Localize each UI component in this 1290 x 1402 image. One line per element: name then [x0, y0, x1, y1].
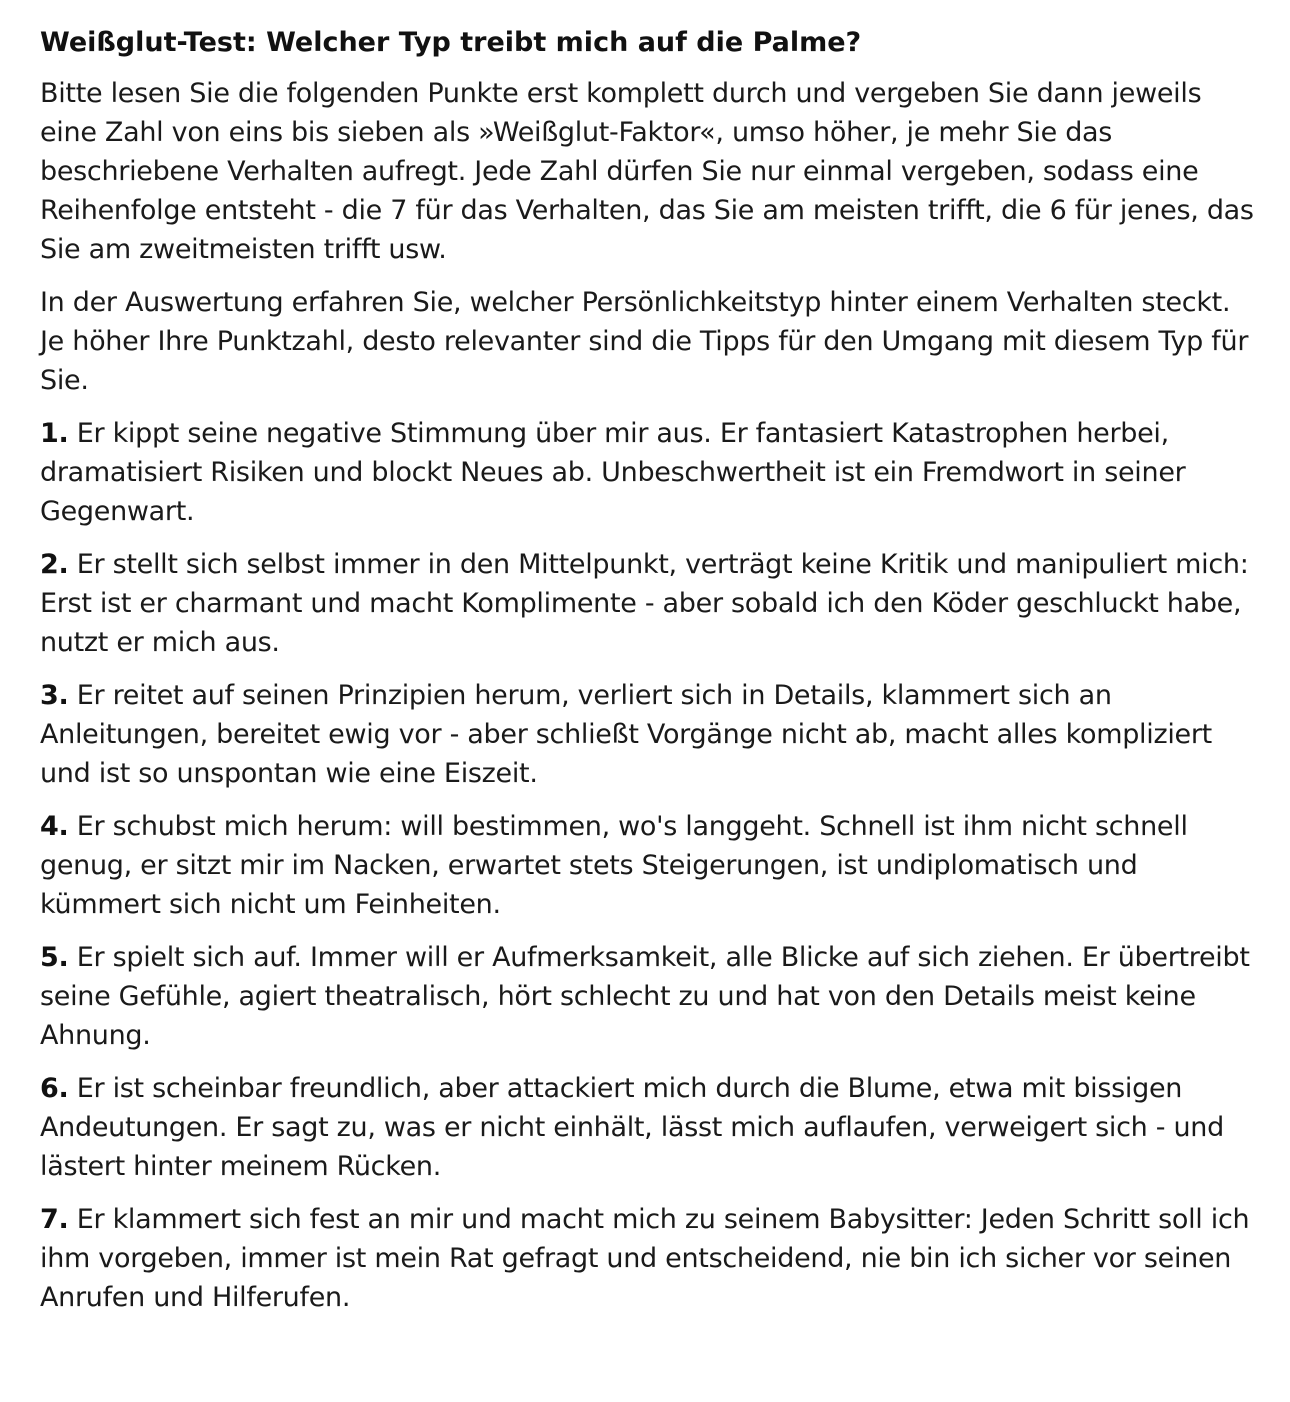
list-item: [40, 807, 1255, 924]
intro-paragraph-instructions: Bitte lesen Sie die folgenden Punkte erst komplett durch und vergeben Sie dann jeweils eine Zahl von eins bis sieben als »Weißglut-Faktor«, umso höher, je mehr Sie das beschriebene Verhalten aufregt. Jede Zahl dürfen Sie nur einmal vergeben, sodass eine Reihenfolge entsteht - die 7 für das Verhalten, das Sie am meisten trifft, die 6 für jenes, das Sie am zweitmeisten trifft usw.: [40, 78, 1254, 265]
item-text: Er schubst mich herum: will bestimmen, wo's langgeht. Schnell ist ihm nicht schnell genug, er sitzt mir im Nacken, erwartet stets Steigerungen, ist undiplomatisch und kümmert sich nicht um Feinheiten.: [40, 811, 1188, 920]
item-number: 5.: [40, 942, 69, 973]
list-item: [40, 1200, 1255, 1317]
item-text: Er spielt sich auf. Immer will er Aufmerksamkeit, alle Blicke auf sich ziehen. Er übertreibt seine Gefühle, agiert theatralisch, hört schlecht zu und hat von den Details meist keine Ahnung.: [40, 942, 1250, 1051]
item-number: 7.: [40, 1204, 69, 1235]
item-number: 3.: [40, 680, 69, 711]
item-number: 2.: [40, 549, 69, 580]
item-text: Er klammert sich fest an mir und macht mich zu seinem Babysitter: Jeden Schritt soll ich ihm vorgeben, immer ist mein Rat gefragt und entscheidend, nie bin ich sicher vor seinen Anrufen und Hilferufen.: [40, 1204, 1250, 1313]
list-item: [40, 545, 1255, 662]
item-text: Er kippt seine negative Stimmung über mir aus. Er fantasiert Katastrophen herbei, dramatisiert Risiken und blockt Neues ab. Unbeschwertheit ist ein Fremdwort in seiner Gegenwart.: [40, 418, 1186, 527]
item-text: Er ist scheinbar freundlich, aber attackiert mich durch die Blume, etwa mit bissigen Andeutungen. Er sagt zu, was er nicht einhält, lässt mich auflaufen, verweigert sich - und lästert hinter meinem Rücken.: [40, 1073, 1224, 1182]
list-item: [40, 676, 1255, 793]
page-title: Weißglut-Test: Welcher Typ treibt mich auf die Palme?: [40, 27, 862, 58]
list-item: [40, 1069, 1255, 1186]
intro-paragraph-evaluation: In der Auswertung erfahren Sie, welcher Persönlichkeitstyp hinter einem Verhalten steckt. Je höher Ihre Punktzahl, desto relevanter sind die Tipps für den Umgang mit diesem Typ für Sie.: [40, 287, 1249, 396]
article: [40, 24, 1255, 1331]
behavior-list: [40, 414, 1255, 1317]
item-number: 1.: [40, 418, 69, 449]
item-text: Er stellt sich selbst immer in den Mittelpunkt, verträgt keine Kritik und manipuliert mich: Erst ist er charmant und macht Komplimente - aber sobald ich den Köder geschluckt habe, nutzt er mich aus.: [40, 549, 1249, 658]
item-number: 4.: [40, 811, 69, 842]
list-item: [40, 414, 1255, 531]
list-item: [40, 938, 1255, 1055]
item-number: 6.: [40, 1073, 69, 1104]
item-text: Er reitet auf seinen Prinzipien herum, verliert sich in Details, klammert sich an Anleitungen, bereitet ewig vor - aber schließt Vorgänge nicht ab, macht alles kompliziert und ist so unspontan wie eine Eiszeit.: [40, 680, 1212, 789]
